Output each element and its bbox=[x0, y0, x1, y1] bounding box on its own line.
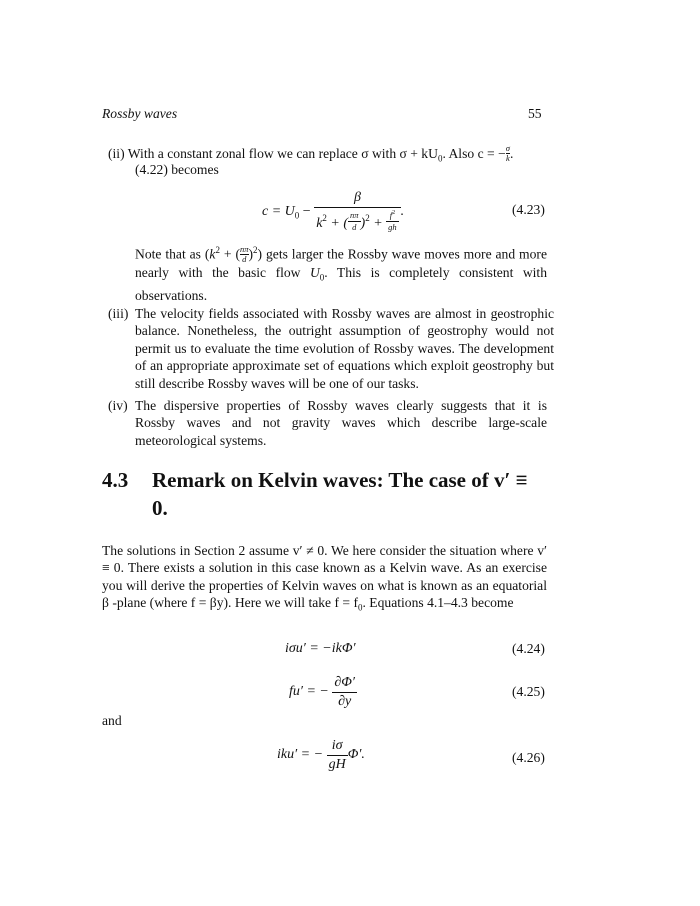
body-paragraph-text: The solutions in Section 2 assume v′ ≠ 0. We here consider the situation where v′ ≡ 0. There exists a solution in this case known as a Kelvin wave. As an exercise you will derive the properties of Kelvin waves on what is known as an equatorial β -plane (where f = βy). Here we will take f = f bbox=[102, 543, 547, 611]
eq-4-26-numerator: iσ bbox=[331, 738, 343, 753]
eq-4-25-lhs: fu′ = − bbox=[289, 684, 329, 699]
item-iii-text: The velocity fields associated with Rossby waves are almost in geostrophic balance. Nonetheless, the outright assumption of geostrophy would not permit us to evaluate the time evolution of Rossby waves. The development of an appropriate approximate set of equations which exploit geostrophy but still describe Rossby waves will be one of our tasks. bbox=[135, 306, 554, 391]
item-ii-text-b: . Also c = − bbox=[442, 146, 506, 161]
sigma-over-k: $\frac{\sigma}{k}$ bbox=[505, 143, 510, 163]
eq-4-23-numerator: β bbox=[353, 190, 361, 205]
eq-4-26-rhs: Φ′. bbox=[347, 747, 365, 762]
item-ii-note: Note that as ($k^2$ + ( $\frac{n\pi}{d}$ )$^2$) gets larger the Rossby wave moves more and more nearly with the basic flow $U_0$. This is completely consistent with observations. bbox=[135, 243, 547, 303]
body-paragraph: The solutions in Section 2 assume v′ ≠ 0. We here consider the situation where v′ ≡ 0. There exists a solution in this case known as a Kelvin wave. As an exercise you will derive the properties of Kelvin waves on what is known as an equatorial β -plane (where f = βy). Here we will take $f = f_0$. Equations 4.1–4.3 become bbox=[102, 543, 547, 613]
item-iii-label: (iii) bbox=[108, 306, 129, 321]
item-iv-text: The dispersive properties of Rossby waves clearly suggests that it is Rossby waves and not gravity waves which describe large-scale meteorological systems. bbox=[135, 398, 547, 448]
equation-4-24: iσu′ = −ikΦ′ bbox=[285, 641, 356, 656]
equation-number-4-26: (4.26) bbox=[512, 750, 545, 765]
equation-4-26 bbox=[277, 738, 365, 773]
equation-number-4-25: (4.25) bbox=[512, 684, 545, 699]
equation-4-23: $c = U_0$ − β $k^2$ + ( $\frac{n\pi}{d}$ )$^2$ + $\frac{f^2}{gh}$ . bbox=[262, 190, 405, 232]
item-ii-label: (ii) bbox=[108, 146, 125, 161]
eq-4-26-denominator: gH bbox=[328, 757, 346, 772]
equation-number-4-23: (4.23) bbox=[512, 202, 545, 217]
equation-4-25 bbox=[289, 675, 357, 710]
item-ii-text-a: With a constant zonal flow we can replace σ with σ + kU bbox=[127, 146, 438, 161]
eq-4-25-denominator: ∂y bbox=[332, 692, 357, 710]
item-ii-line2: (4.22) becomes bbox=[135, 162, 219, 177]
eq-4-25-numerator: ∂Φ′ bbox=[334, 675, 355, 690]
connector-and: and bbox=[102, 713, 122, 728]
section-title-line1: Remark on Kelvin waves: The case of v′ ≡ bbox=[152, 468, 528, 492]
eq-4-26-lhs: iku′ = − bbox=[277, 747, 324, 762]
running-title: Rossby waves bbox=[102, 106, 178, 121]
body-paragraph-text-end: . Equations 4.1–4.3 become bbox=[362, 595, 514, 611]
item-iv-label: (iv) bbox=[108, 398, 128, 413]
page-number: 55 bbox=[528, 106, 542, 121]
section-title-line2: 0. bbox=[152, 496, 168, 520]
item-ii-line1: (ii) With a constant zonal flow we can replace σ with $\sigma + kU_0$. Also c = − $\frac{\sigma}{k}$ . bbox=[108, 143, 514, 164]
equation-number-4-24: (4.24) bbox=[512, 641, 545, 656]
section-number: 4.3 bbox=[102, 468, 129, 492]
